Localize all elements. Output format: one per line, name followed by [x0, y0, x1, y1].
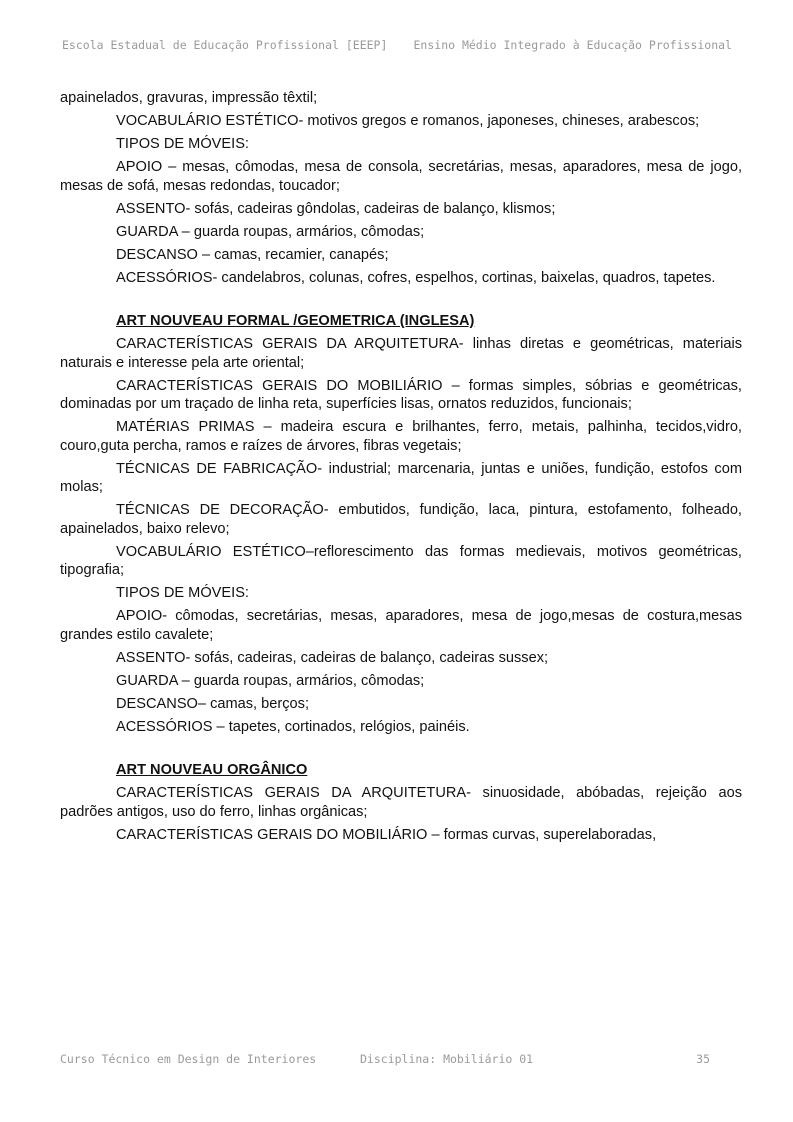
paragraph: MATÉRIAS PRIMAS – madeira escura e brilhantes, ferro, metais, palhinha, tecidos,vidro, couro,guta percha, ramos e raízes de árvores, fibras vegetais; [60, 419, 742, 454]
footer-discipline: Disciplina: Mobiliário 01 [360, 1052, 534, 1066]
paragraph: APOIO- cômodas, secretárias, mesas, aparadores, mesa de jogo,mesas de costura,mesas grandes estilo cavalete; [60, 608, 742, 643]
paragraph: ACESSÓRIOS- candelabros, colunas, cofres, espelhos, cortinas, baixelas, quadros, tapetes. [116, 269, 716, 286]
paragraph: TIPOS DE MÓVEIS: [116, 585, 249, 601]
paragraph: CARACTERÍSTICAS GERAIS DO MOBILIÁRIO – formas curvas, superelaboradas, [116, 826, 657, 843]
document-body [60, 89, 742, 849]
section-heading-art-nouveau-organico: ART NOUVEAU ORGÂNICO [116, 762, 308, 778]
page-number: 35 [696, 1052, 710, 1066]
paragraph: TIPOS DE MÓVEIS: [116, 136, 249, 152]
paragraph: GUARDA – guarda roupas, armários, cômodas; [116, 672, 425, 689]
page-header [62, 38, 732, 52]
paragraph: CARACTERÍSTICAS GERAIS DA ARQUITETURA- sinuosidade, abóbadas, rejeição aos padrões antigos, uso do ferro, linhas orgânicas; [60, 785, 742, 820]
paragraph: DESCANSO – camas, recamier, canapés; [116, 246, 389, 263]
header-school: Escola Estadual de Educação Profissional [EEEP] [62, 38, 388, 52]
header-program: Ensino Médio Integrado à Educação Profissional [413, 38, 732, 52]
paragraph: CARACTERÍSTICAS GERAIS DO MOBILIÁRIO – formas simples, sóbrias e geométricas, dominadas por um traçado de linha reta, superfícies lisas, ornatos reduzidos, funcionais; [60, 377, 742, 412]
paragraph: APOIO – mesas, cômodas, mesa de consola, secretárias, mesas, aparadores, mesa de jogo, mesas de sofá, mesas redondas, toucador; [60, 159, 742, 194]
paragraph: CARACTERÍSTICAS GERAIS DA ARQUITETURA- linhas diretas e geométricas, materiais naturais e interesse pela arte oriental; [60, 336, 742, 371]
paragraph: VOCABULÁRIO ESTÉTICO- motivos gregos e romanos, japoneses, chineses, arabescos; [116, 113, 700, 129]
paragraph: TÉCNICAS DE FABRICAÇÃO- industrial; marcenaria, juntas e uniões, fundição, estofos com molas; [60, 460, 742, 495]
paragraph: TÉCNICAS DE DECORAÇÃO- embutidos, fundição, laca, pintura, estofamento, folheado, apainelados, baixo relevo; [60, 502, 742, 537]
paragraph: GUARDA – guarda roupas, armários, cômodas; [116, 223, 425, 240]
paragraph: ASSENTO- sofás, cadeiras, cadeiras de balanço, cadeiras sussex; [116, 649, 549, 666]
footer-course: Curso Técnico em Design de Interiores [60, 1052, 317, 1066]
paragraph: ACESSÓRIOS – tapetes, cortinados, relógios, painéis. [116, 718, 470, 735]
paragraph: VOCABULÁRIO ESTÉTICO–reflorescimento das formas medievais, motivos geométricas, tipografia; [60, 543, 742, 578]
paragraph: DESCANSO– camas, berços; [116, 695, 310, 712]
paragraph: ASSENTO- sofás, cadeiras gôndolas, cadeiras de balanço, klismos; [116, 200, 556, 217]
section-heading-art-nouveau-formal: ART NOUVEAU FORMAL /GEOMETRICA (INGLESA) [116, 313, 475, 329]
paragraph: apainelados, gravuras, impressão têxtil; [60, 90, 318, 106]
